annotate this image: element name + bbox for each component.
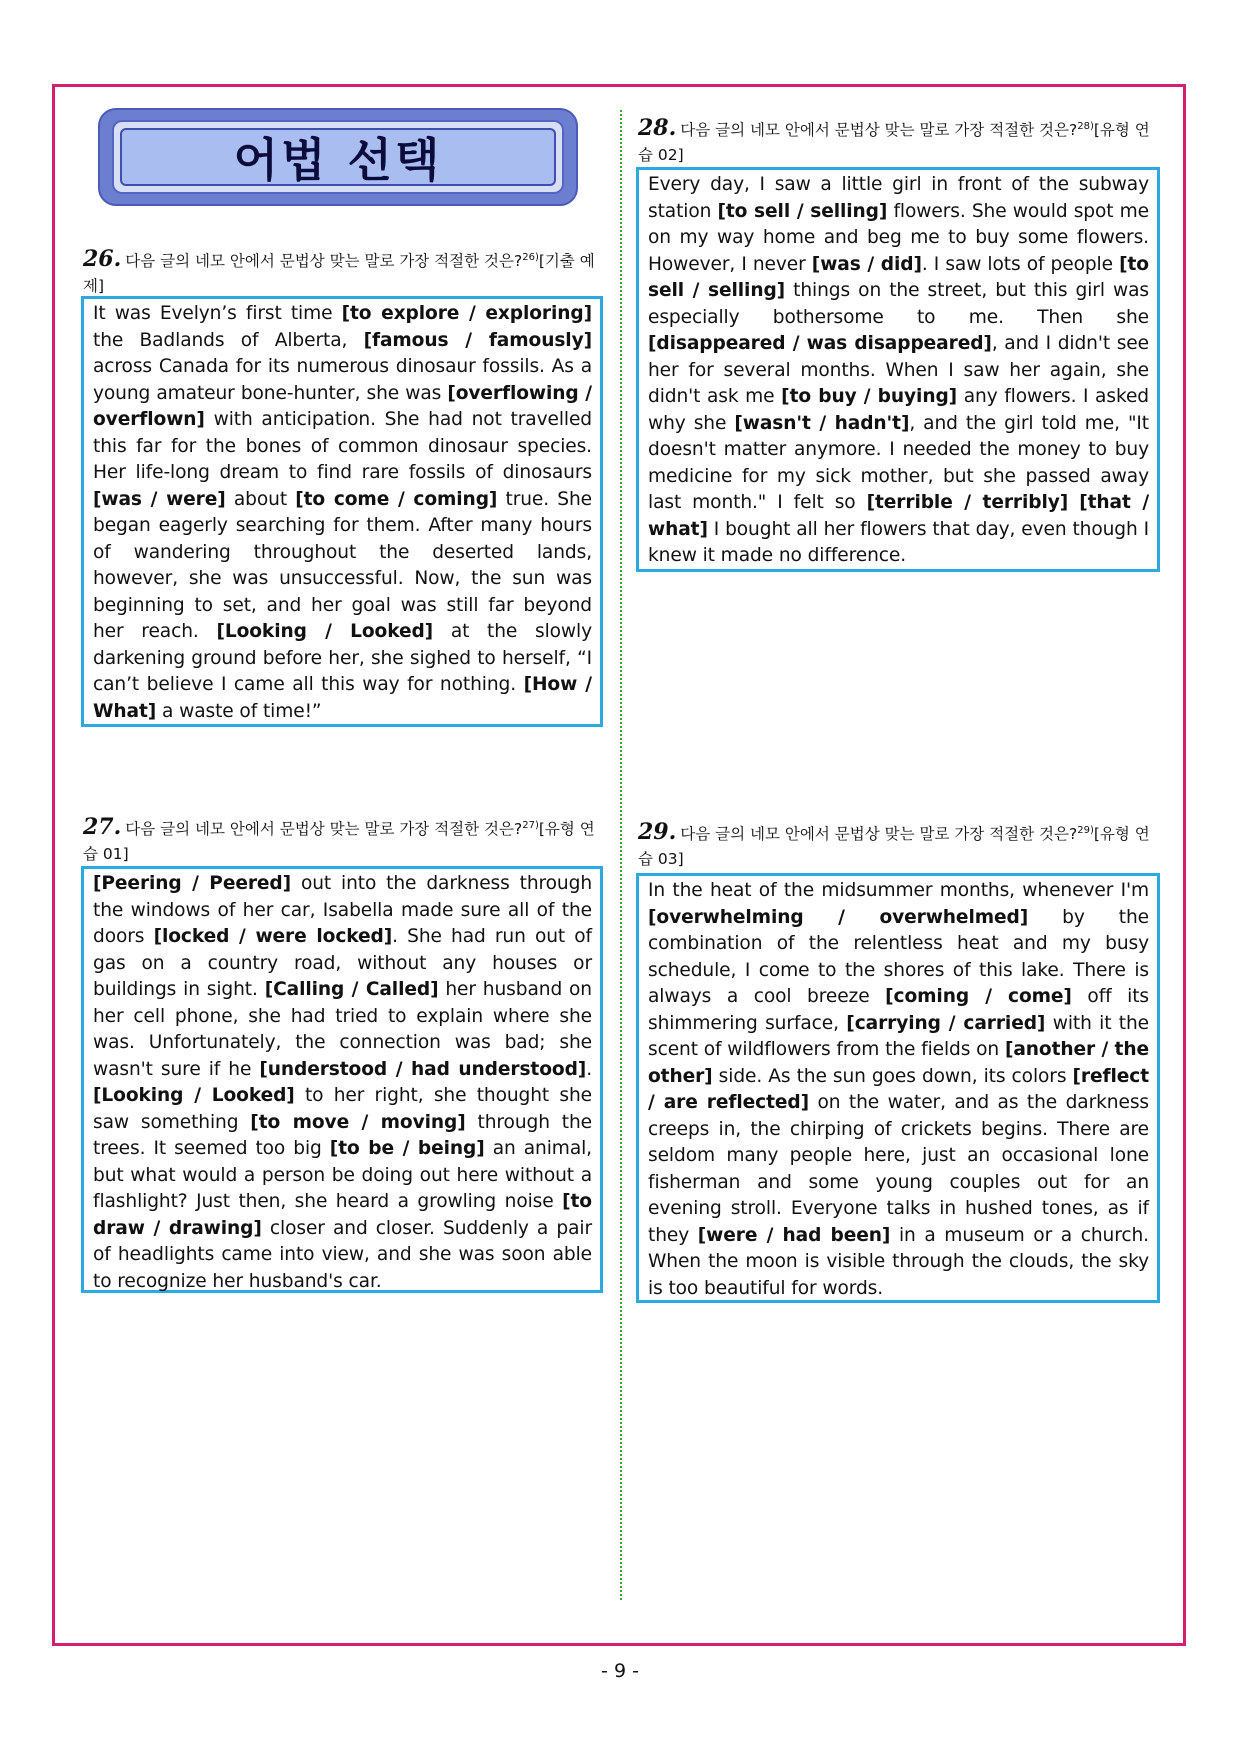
question-source: [유형 연습 02] (638, 121, 1150, 165)
passage-text: , and the girl told me, "It doesn't matter anymore. I needed the money to buy medicine for my sick mother, but she passed away last month." I felt so (648, 412, 1149, 513)
passage-text: out into the darkness through the windows of her car, Isabella made sure all of the doors (93, 873, 593, 947)
passage-text: In the heat of the midsummer months, whenever I'm (648, 880, 1149, 901)
grammar-choice: [to sell / selling] (648, 253, 1149, 301)
grammar-choice: [reflect / are reflected] (648, 1065, 1149, 1113)
question-source: [유형 연습 03] (638, 825, 1150, 869)
page-number: - 9 - (601, 1660, 639, 1682)
grammar-choice: [coming / come] (885, 986, 1072, 1007)
passage-text: to her right, she thought she saw something (93, 1085, 592, 1133)
grammar-choice: [to be / being] (329, 1138, 485, 1159)
passage-28 (636, 167, 1160, 572)
question-27-header (83, 813, 603, 867)
question-number: 28. (638, 115, 677, 142)
passage-text: an animal, but what would a person be doing out here without a flashlight? Just then, she heard a growling noise (93, 1138, 592, 1212)
passage-text: flowers. She would spot me on my way home and beg me to buy some flowers. However, I never (648, 200, 1149, 275)
grammar-choice: [terrible / terribly] (866, 492, 1069, 513)
question-prompt: 다음 글의 네모 안에서 문법상 맞는 말로 가장 적절한 것은? (680, 825, 1078, 844)
question-source: [기출 예제] (83, 252, 595, 296)
passage-text: . I saw lots of people (921, 253, 1120, 275)
grammar-choice: [carrying / carried] (846, 1012, 1046, 1034)
grammar-choice: [How / What] (93, 674, 592, 722)
passage-text: through the trees. It seemed too big (93, 1111, 592, 1159)
passage-text: at the slowly darkening ground before her, she sighed to herself, “I can’t believe I came all this way for nothing. (93, 621, 593, 695)
question-source: [유형 연습 01] (83, 820, 595, 864)
grammar-choice: [was / did] (811, 253, 922, 275)
grammar-choice: [Looking / Looked] (216, 621, 434, 642)
passage-26 (81, 296, 603, 727)
grammar-choice: [Calling / Called] (264, 979, 439, 1000)
passage-text: with anticipation. She had not travelled this far for the bones of common dinosaur species. Her life-long dream to find rare fossils of dinosaurs (93, 409, 592, 483)
passage-text: closer and closer. Suddenly a pair of headlights came into view, and she was soon able to recognize her husband's car. (93, 1217, 592, 1292)
grammar-choice: [to sell / selling] (717, 200, 888, 222)
grammar-choice: [to buy / buying] (781, 386, 958, 407)
question-28-header (638, 114, 1162, 168)
passage-text (1068, 492, 1079, 513)
grammar-choice: [famous / famously] (363, 329, 593, 351)
passage-text: by the combination of the relentless heat and my busy schedule, I come to the shores of this lake. There is always a cool breeze (648, 906, 1149, 1007)
passage-text: any flowers. I asked why she (648, 386, 1149, 434)
question-prompt: 다음 글의 네모 안에서 문법상 맞는 말로 가장 적절한 것은? (125, 252, 523, 271)
question-26-header (83, 245, 603, 299)
passage-text: off its shimmering surface, (648, 986, 1150, 1034)
passage-text: . (586, 1058, 592, 1080)
passage-29 (636, 873, 1160, 1303)
question-number: 29. (638, 819, 677, 846)
passage-text: the Badlands of Alberta, (93, 329, 364, 351)
grammar-choice: [disappeared / was disappeared] (648, 333, 992, 354)
passage-text: , and I didn't see her for several months. When I saw her again, she didn't ask me (648, 333, 1149, 407)
passage-text: side. As the sun goes down, its colors (712, 1065, 1073, 1087)
question-ref: 28) (1077, 121, 1094, 132)
grammar-choice: [to draw / drawing] (93, 1191, 592, 1239)
grammar-choice: [to come / coming] (295, 488, 498, 510)
question-prompt: 다음 글의 네모 안에서 문법상 맞는 말로 가장 적절한 것은? (125, 820, 523, 839)
question-ref: 29) (1077, 825, 1094, 836)
grammar-choice: [were / had been] (697, 1224, 891, 1246)
section-title-banner (98, 108, 578, 206)
grammar-choice: [Looking / Looked] (93, 1085, 295, 1106)
passage-text: . She had run out of gas on a country road, without any houses or buildings in sight. (93, 926, 592, 1000)
question-ref: 26) (522, 252, 539, 263)
grammar-choice: [understood / had understood] (259, 1058, 587, 1080)
passage-27 (81, 866, 603, 1293)
question-number: 26. (83, 246, 122, 273)
grammar-choice: [overwhelming / overwhelmed] (648, 906, 1029, 928)
question-ref: 27) (522, 820, 539, 831)
passage-text: Every day, I saw a little girl in front of the subway station (648, 174, 1149, 222)
question-prompt: 다음 글의 네모 안에서 문법상 맞는 말로 가장 적절한 것은? (680, 121, 1078, 140)
passage-text: in a museum or a church. When the moon is visible through the clouds, the sky is too beautiful for words. (648, 1224, 1149, 1299)
passage-text: about (225, 488, 296, 510)
passage-text: It was Evelyn’s first time (93, 303, 342, 324)
passage-text: her husband on her cell phone, she had tried to explain where she was. Unfortunately, the connection was bad; she wasn't sure if he (93, 979, 592, 1080)
grammar-choice: [wasn't / hadn't] (734, 412, 910, 434)
passage-text: true. She began eagerly searching for them. After many hours of wandering throughout the deserted lands, however, she was unsuccessful. Now, the sun was beginning to set, and her goal was still far beyond her reach. (93, 488, 592, 642)
grammar-choice: [that / what] (648, 492, 1150, 540)
grammar-choice: [to explore / exploring] (341, 303, 592, 324)
passage-text: a waste of time!” (156, 700, 322, 722)
question-29-header (638, 818, 1162, 872)
grammar-choice: [overflowing / overflown] (93, 382, 592, 430)
grammar-choice: [to move / moving] (250, 1111, 466, 1133)
passage-text: on the water, and as the darkness creeps in, the chirping of crickets begins. There are seldom many people here, just an occasional lone fisherman and some young couples out for an evening stroll. Everyone talks in hushed tones, as if they (648, 1092, 1149, 1246)
passage-text: I bought all her flowers that day, even though I knew it made no difference. (648, 518, 1149, 566)
passage-text: with it the scent of wildflowers from the fields on (648, 1012, 1149, 1060)
section-title: 어법 선택 (233, 133, 443, 187)
column-divider (620, 110, 622, 1600)
question-number: 27. (83, 814, 122, 841)
grammar-choice: [was / were] (93, 488, 226, 510)
grammar-choice: [Peering / Peered] (93, 873, 292, 894)
grammar-choice: [locked / were locked] (153, 926, 393, 947)
passage-text: across Canada for its numerous dinosaur fossils. As a young amateur bone-hunter, she was (93, 356, 592, 404)
passage-text: things on the street, but this girl was especially bothersome to me. Then she (648, 280, 1149, 328)
grammar-choice: [another / the other] (648, 1039, 1149, 1087)
